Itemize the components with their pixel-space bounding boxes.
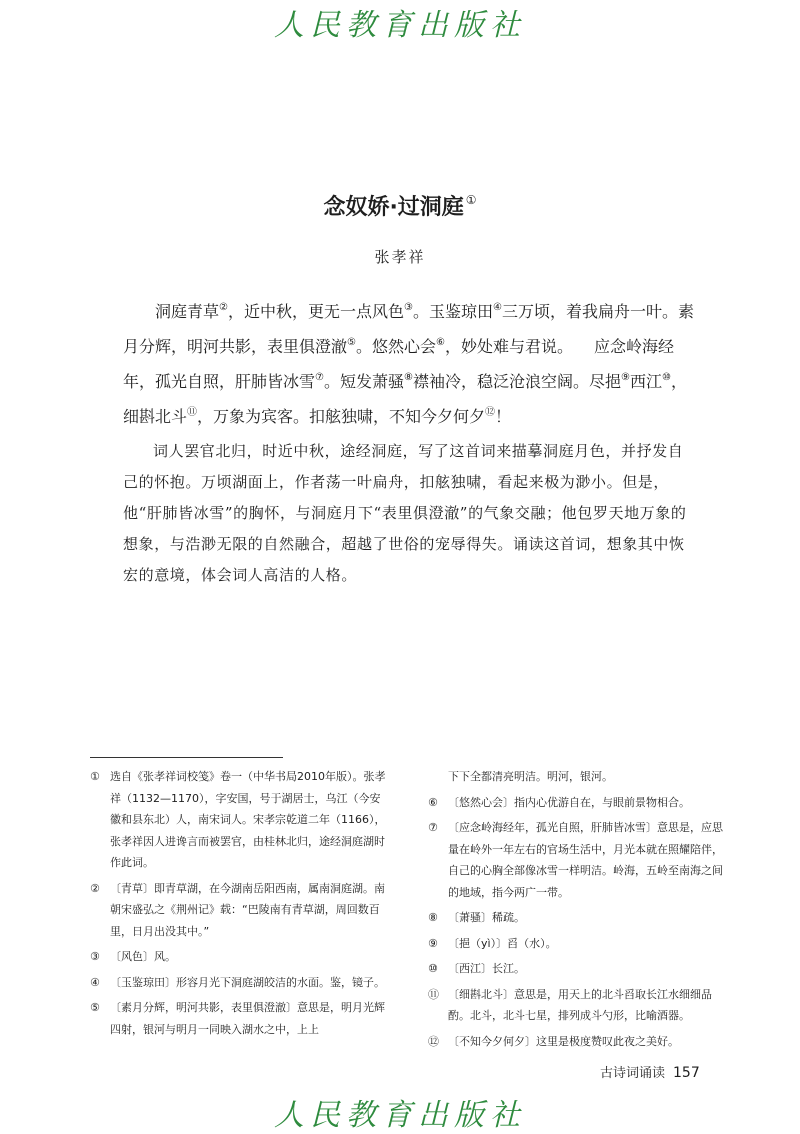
poem-author: 张孝祥 bbox=[374, 248, 426, 266]
footnote-text: 〔挹（yì）〕舀（水）。 bbox=[448, 936, 557, 950]
footnote-item bbox=[428, 933, 728, 955]
page-number: 157 bbox=[673, 1065, 700, 1081]
poem-text-segment: 。短发萧骚 bbox=[323, 372, 404, 391]
poem-text-segment: ，妙处难与君说。 应念岭海经年，孤光自照，肝肺皆冰雪 bbox=[123, 337, 675, 391]
poem-text-segment: 襟袖冷，稳泛沧浪空阔。尽挹 bbox=[412, 372, 621, 391]
footnote-number: ⑤ bbox=[90, 1001, 100, 1014]
poem-title-text: 念奴娇·过洞庭 bbox=[323, 195, 464, 220]
poem-text-segment: 洞庭青草 bbox=[155, 302, 220, 321]
poem-text-segment: 西江 bbox=[629, 372, 662, 391]
footnote-text: 〔西江〕长江。 bbox=[448, 962, 525, 975]
poem-note-marker: ④ bbox=[492, 302, 502, 313]
footnote-item bbox=[428, 792, 728, 814]
footnote-text: 选自《张孝祥词校笺》卷一（中华书局2010年版）。张孝祥（1132—1170），字安国，号于湖居士，乌江（今安徽和县东北）人，南宋词人。宋孝宗乾道二年（1166），张孝祥因人进谗言而被罢官，由桂林北归，途经洞庭湖时作此词。 bbox=[110, 770, 386, 869]
footnotes-right-column bbox=[428, 766, 728, 1056]
footnote-text: 〔风色〕风。 bbox=[110, 950, 176, 963]
commentary-paragraph: 词人罢官北归，时近中秋，途经洞庭，写了这首词来描摹洞庭月色，并抒发自己的怀抱。万顷湖面上，作者荡一叶扁舟，扣舷独啸，看起来极为渺小。但是，他“肝肺皆冰雪”的胸怀，与洞庭月下“表里俱澄澈”的气象交融；他包罗天地万象的想象，与浩渺无限的自然融合，超越了世俗的宠辱得失。诵读这首词，想象其中恢宏的意境，体会词人高洁的人格。 bbox=[123, 442, 687, 584]
footnote-number: ① bbox=[90, 770, 100, 783]
footnote-number: ⑪ bbox=[428, 987, 439, 1001]
footnote-text: 〔应念岭海经年，孤光自照，肝肺皆冰雪〕意思是，应思量在岭外一年左右的官场生活中，月光本就在照耀陪伴，自己的心胸全部像冰雪一样明洁。岭海，五岭至南海之间的地域，指今两广一带。 bbox=[448, 821, 723, 899]
footnote-item bbox=[428, 958, 728, 980]
poem-note-marker: ⑫ bbox=[485, 407, 496, 418]
footnote-item bbox=[90, 766, 390, 874]
footnote-text: 〔萧骚〕稀疏。 bbox=[448, 911, 525, 924]
poem-note-marker: ⑩ bbox=[661, 372, 671, 383]
poem-note-marker: ⑨ bbox=[620, 372, 630, 383]
poem-note-marker: ⑦ bbox=[315, 372, 324, 383]
publisher-logo-header: 人民教育出版社 bbox=[274, 8, 526, 43]
poem-text-segment: ，细斟北斗 bbox=[123, 372, 687, 426]
poem-note-marker: ⑧ bbox=[404, 372, 413, 383]
footnote-text: 〔悠然心会〕指内心优游自在，与眼前景物相合。 bbox=[448, 795, 690, 809]
footnote-number: ⑫ bbox=[428, 1034, 439, 1048]
footnote-text: 〔玉鉴琼田〕形容月光下洞庭湖皎洁的水面。鉴，镜子。 bbox=[110, 975, 385, 989]
footnotes-left-column bbox=[90, 766, 390, 1044]
footnote-item bbox=[90, 878, 390, 943]
footnote-number: ⑨ bbox=[428, 936, 438, 950]
footnote-divider bbox=[90, 757, 283, 758]
poem-note-marker: ⑪ bbox=[187, 407, 198, 418]
page-footer bbox=[600, 1062, 700, 1081]
footnote-item bbox=[428, 1031, 728, 1053]
footnote-item bbox=[90, 997, 390, 1040]
poem-note-marker: ③ bbox=[404, 302, 413, 313]
poem-note-marker: ⑤ bbox=[347, 337, 356, 348]
footnote-text: 〔素月分辉，明河共影，表里俱澄澈〕意思是，明月光辉四射，银河与明月一同映入湖水之中，上上 bbox=[110, 1001, 385, 1036]
footnote-text: 〔不知今夕何夕〕这里是极度赞叹此夜之美好。 bbox=[448, 1034, 679, 1048]
section-label: 古诗词诵读 bbox=[600, 1066, 666, 1081]
footnote-text: 〔青草〕即青草湖，在今湖南岳阳西南，属南洞庭湖。南朝宋盛弘之《荆州记》载：“巴陵南有青草湖，周回数百里，日月出没其中。” bbox=[110, 881, 385, 938]
poem-text-segment: ，万象为宾客。扣舷独啸，不知今夕何夕 bbox=[197, 407, 486, 426]
poem-note-marker: ② bbox=[219, 302, 228, 313]
footnote-item bbox=[428, 817, 728, 903]
footnote-text: 〔细斟北斗〕意思是，用天上的北斗舀取长江水细细品酌。北斗，北斗七星，排列成斗勺形，比喻酒器。 bbox=[448, 987, 712, 1022]
footnote-number: ④ bbox=[90, 975, 100, 989]
footnote-item bbox=[90, 972, 390, 994]
poem-text-segment: 三万顷，着我扁舟一叶。素月分辉，明河共影，表里俱澄澈 bbox=[123, 302, 694, 356]
poem-text-segment: ！ bbox=[495, 407, 512, 426]
footnote-number: ③ bbox=[90, 950, 100, 963]
footnote-item bbox=[428, 907, 728, 929]
footnote-number: ⑥ bbox=[428, 795, 438, 809]
footnote-number: ⑩ bbox=[428, 962, 438, 975]
footnote-number: ② bbox=[90, 881, 100, 895]
poem-note-marker: ⑥ bbox=[436, 337, 445, 348]
footnote-number: ⑧ bbox=[428, 911, 438, 924]
footnote-5-continued: 下下全都清亮明洁。明河，银河。 bbox=[448, 770, 613, 783]
poem-text-segment: ，近中秋，更无一点风色 bbox=[227, 302, 404, 321]
title-note-marker: ① bbox=[465, 193, 477, 207]
publisher-logo-footer: 人民教育出版社 bbox=[274, 1098, 526, 1133]
footnote-item bbox=[90, 946, 390, 968]
poem-title bbox=[0, 190, 800, 221]
poem-text-segment: 。悠然心会 bbox=[355, 337, 436, 356]
poem-text-segment: 。玉鉴琼田 bbox=[412, 302, 493, 321]
poem-body bbox=[123, 292, 698, 432]
footnote-number: ⑦ bbox=[428, 821, 438, 834]
footnote-item bbox=[428, 984, 728, 1027]
